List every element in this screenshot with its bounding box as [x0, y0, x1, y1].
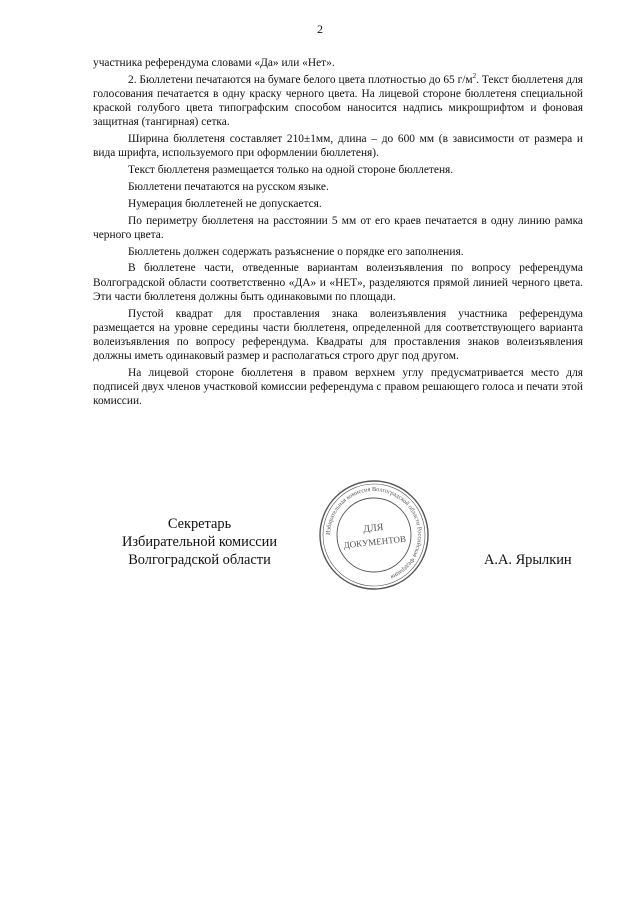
- stamp-ring-text: Избирательная комиссия Волгоградской области Российская Федерация: [324, 485, 424, 581]
- paragraph-6: Нумерация бюллетеней не допускается.: [128, 197, 322, 210]
- paragraph-3: Ширина бюллетеня составляет 210±1мм, длина – до 600 мм (в зависимости от размера и вида шрифта, используемого при оформлении бюллетеня).: [93, 133, 583, 160]
- paragraph-9: В бюллетене части, отведенные вариантам волеизъявления по вопросу референдума Волгоградской области соответственно «ДА» и «НЕТ», разделяются прямой линией черного цвета. Эти части бюллетеня должны быть одинаковыми по площади.: [93, 262, 583, 303]
- paragraph-5: Бюллетени печатаются на русском языке.: [128, 181, 329, 193]
- paragraph-7: По периметру бюллетеня на расстоянии 5 мм от его краев печатается в одну линию рамка черного цвета.: [93, 214, 583, 241]
- signature-line-2: Избирательной комиссии: [121, 534, 278, 550]
- paragraph-11: На лицевой стороне бюллетеня в правом верхнем углу предусматривается место для подписей двух членов участковой комиссии референдума с правом решающего голоса и печати этой комиссии.: [93, 367, 583, 408]
- signature-line-1: Секретарь: [167, 516, 232, 532]
- page-number: 2: [317, 22, 323, 36]
- paragraph-2-text: 2. Бюллетени печатаются на бумаге белого цвета плотностью до 65 г/м: [128, 73, 473, 86]
- document-body: [93, 56, 583, 411]
- paragraph-4: Текст бюллетеня размещается только на одной стороне бюллетеня.: [128, 164, 454, 177]
- signature-line-3: Волгоградской области: [128, 552, 271, 568]
- official-seal-stamp: [318, 479, 430, 591]
- paragraph-1: участника референдума словами «Да» или «Нет».: [93, 57, 335, 69]
- signature-title-block: [112, 515, 287, 569]
- paragraph-2-continued: . Текст бюллетеня для голосования печатается в одну краску черного цвета. На лицевой стороне бюллетеня специальной краской голубого цвета типографским способом наносится надпись микрошрифтом и фоновая защитная (тангирная) сетка.: [93, 73, 583, 129]
- stamp-center-line-2: ДОКУМЕНТОВ: [343, 533, 407, 551]
- paragraph-2: [93, 73, 583, 130]
- paragraph-8: Бюллетень должен содержать разъяснение о порядке его заполнения.: [128, 245, 464, 258]
- paragraph-10: Пустой квадрат для проставления знака волеизъявления участника референдума размещается на уровне середины части бюллетеня, определенной для соответствующего варианта волеизъявления по вопросу референдума. Квадраты для проставления знаков волеизъявления должны иметь одинаковый размер и располагаться строго друг под другом.: [93, 307, 583, 363]
- superscript-2: 2: [472, 72, 477, 80]
- stamp-center-line-1: ДЛЯ: [362, 522, 384, 536]
- signer-name: А.А. Ярылкин: [484, 552, 572, 568]
